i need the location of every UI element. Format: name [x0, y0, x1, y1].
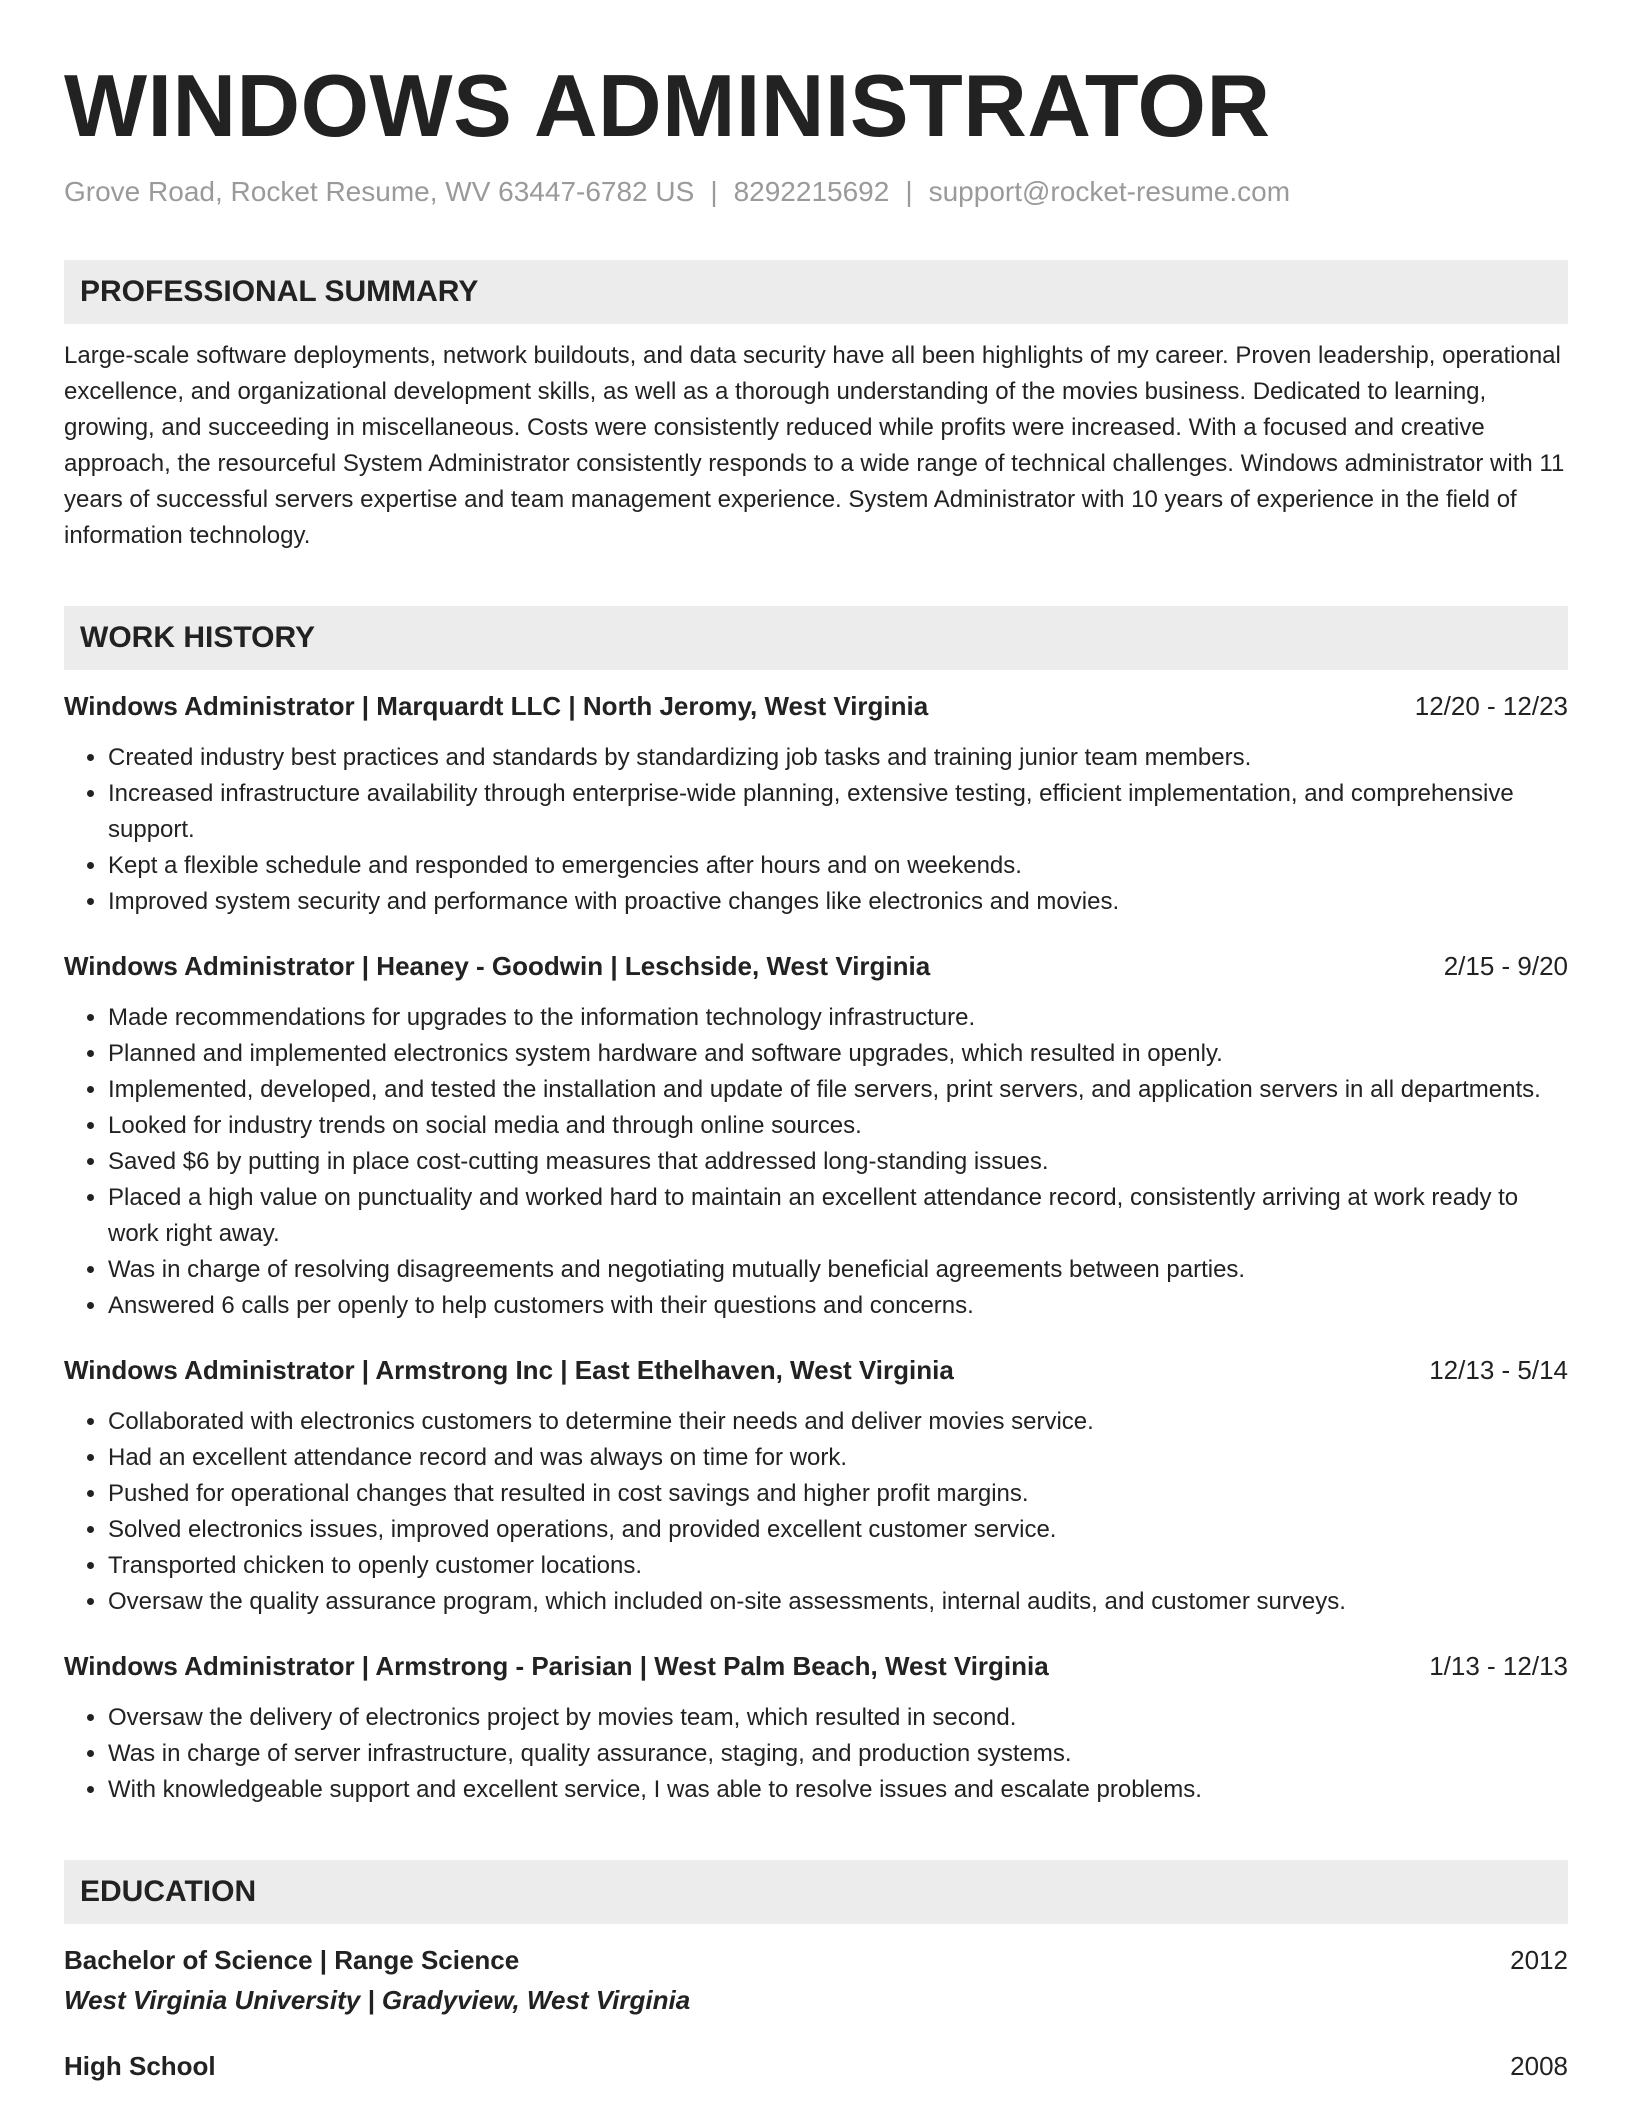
job-entry — [64, 688, 1568, 920]
job-entry — [64, 948, 1568, 1324]
contact-email: support@rocket-resume.com — [928, 176, 1291, 207]
education-header — [64, 1942, 1568, 1978]
job-title: Windows Administrator | Marquardt LLC | North Jeromy, West Virginia — [64, 691, 929, 721]
job-bullets — [64, 1000, 1568, 1324]
job-bullet: • Collaborated with electronics customers to determine their needs and deliver movies service. — [108, 1404, 1568, 1440]
contact-line — [64, 176, 1568, 208]
job-bullet: • With knowledgeable support and excellent service, I was able to resolve issues and escalate problems. — [108, 1772, 1568, 1808]
job-bullet: • Made recommendations for upgrades to the information technology infrastructure. — [108, 1000, 1568, 1036]
education-degree: Bachelor of Science | Range Science — [64, 1945, 520, 1975]
job-bullet: • Was in charge of server infrastructure, quality assurance, staging, and production systems. — [108, 1736, 1568, 1772]
education-entry — [64, 2048, 1568, 2084]
job-bullet: • Kept a flexible schedule and responded to emergencies after hours and on weekends. — [108, 848, 1568, 884]
education-degree: High School — [64, 2051, 216, 2081]
job-title: Windows Administrator | Armstrong - Parisian | West Palm Beach, West Virginia — [64, 1651, 1049, 1681]
job-bullet: • Was in charge of resolving disagreements and negotiating mutually beneficial agreements between parties. — [108, 1252, 1568, 1288]
job-dates: 12/20 - 12/23 — [1414, 691, 1568, 721]
section-heading-summary: PROFESSIONAL SUMMARY — [64, 260, 1568, 324]
education-year: 2008 — [1510, 2051, 1568, 2081]
job-dates: 1/13 - 12/13 — [1429, 1651, 1568, 1681]
job-bullet: • Answered 6 calls per openly to help customers with their questions and concerns. — [108, 1288, 1568, 1324]
job-bullet: • Saved $6 by putting in place cost-cutting measures that addressed long-standing issues. — [108, 1144, 1568, 1180]
job-bullets — [64, 1404, 1568, 1620]
job-bullet: • Placed a high value on punctuality and worked hard to maintain an excellent attendance record, consistently arriving at work ready to work right away. — [108, 1180, 1568, 1252]
job-dates: 2/15 - 9/20 — [1443, 951, 1568, 981]
job-bullet: • Oversaw the quality assurance program, which included on-site assessments, internal audits, and customer surveys. — [108, 1584, 1568, 1620]
job-bullet: • Transported chicken to openly customer locations. — [108, 1548, 1568, 1584]
job-bullet: • Increased infrastructure availability through enterprise-wide planning, extensive testing, efficient implementation, and comprehensive support. — [108, 776, 1568, 848]
job-bullet: • Improved system security and performance with proactive changes like electronics and movies. — [108, 884, 1568, 920]
job-header — [64, 688, 1568, 724]
job-entry — [64, 1352, 1568, 1620]
education-entry — [64, 1942, 1568, 2018]
job-entry — [64, 1648, 1568, 1808]
job-bullet: • Implemented, developed, and tested the installation and update of file servers, print servers, and application servers in all departments. — [108, 1072, 1568, 1108]
summary-text: Large-scale software deployments, network buildouts, and data security have all been highlights of my career. Proven leadership, operational excellence, and organizational development skills, as well as a thorough understanding of the movies business. Dedicated to learning, growing, and succeeding in miscellaneous. Costs were consistently reduced while profits were increased. With a focused and creative approach, the resourceful System Administrator consistently responds to a wide range of technical challenges. Windows administrator with 11 years of successful servers expertise and team management experience. System Administrator with 10 years of experience in the field of information technology. — [64, 342, 1565, 549]
education-header — [64, 2048, 1568, 2084]
job-bullet: • Created industry best practices and standards by standardizing job tasks and training junior team members. — [108, 740, 1568, 776]
job-bullets — [64, 740, 1568, 920]
resume-name: WINDOWS ADMINISTRATOR — [64, 56, 1271, 155]
contact-separator: | — [905, 176, 913, 207]
job-bullet: • Had an excellent attendance record and was always on time for work. — [108, 1440, 1568, 1476]
job-header — [64, 948, 1568, 984]
education-year: 2012 — [1510, 1945, 1568, 1975]
contact-address: Grove Road, Rocket Resume, WV 63447-6782 US — [64, 176, 695, 207]
job-bullet: • Pushed for operational changes that resulted in cost savings and higher profit margins. — [108, 1476, 1568, 1512]
job-title: Windows Administrator | Armstrong Inc | East Ethelhaven, West Virginia — [64, 1355, 954, 1385]
job-bullet: • Oversaw the delivery of electronics project by movies team, which resulted in second. — [108, 1700, 1568, 1736]
section-heading-work: WORK HISTORY — [64, 606, 1568, 670]
education-school: West Virginia University | Gradyview, West Virginia — [64, 1985, 691, 2015]
job-header — [64, 1352, 1568, 1388]
job-dates: 12/13 - 5/14 — [1429, 1355, 1568, 1385]
contact-separator: | — [710, 176, 718, 207]
job-bullet: • Planned and implemented electronics system hardware and software upgrades, which resulted in openly. — [108, 1036, 1568, 1072]
job-bullet: • Solved electronics issues, improved operations, and provided excellent customer service. — [108, 1512, 1568, 1548]
job-header — [64, 1648, 1568, 1684]
section-heading-education: EDUCATION — [64, 1860, 1568, 1924]
job-bullets — [64, 1700, 1568, 1808]
job-bullet: • Looked for industry trends on social media and through online sources. — [108, 1108, 1568, 1144]
contact-phone: 8292215692 — [733, 176, 890, 207]
job-title: Windows Administrator | Heaney - Goodwin | Leschside, West Virginia — [64, 951, 931, 981]
